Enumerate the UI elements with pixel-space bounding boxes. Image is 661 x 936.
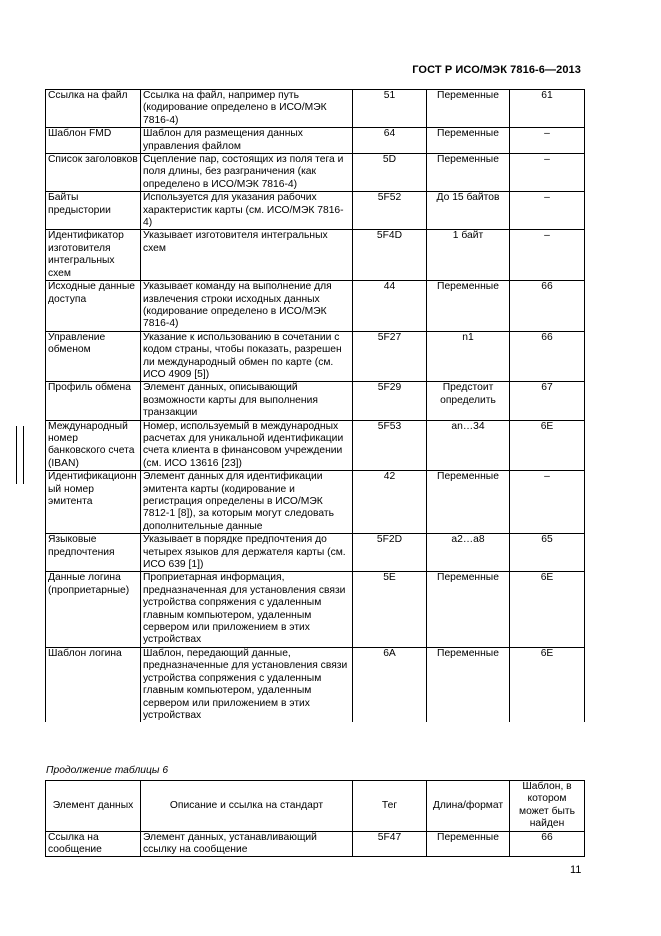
- cell-tag: 5F2D: [353, 534, 427, 572]
- cell-description: Сцепление пар, состоящих из поля тега и поля длины, без разграничения (как определено в ИСО/МЭК 7816-4): [141, 154, 353, 192]
- document-header: ГОСТ Р ИСО/МЭК 7816-6—2013: [412, 64, 581, 76]
- cell-template: 66: [510, 831, 585, 857]
- cell-template: –: [510, 471, 585, 534]
- cell-length: Переменные: [427, 281, 510, 332]
- cell-description: Шаблон для размещения данных управления файлом: [141, 128, 353, 154]
- cell-element: Список заголовков: [46, 154, 141, 192]
- cell-tag: 5E: [353, 572, 427, 647]
- cell-description: Ссылка на файл, например путь (кодирование определено в ИСО/МЭК 7816-4): [141, 90, 353, 128]
- data-elements-table-body: [46, 90, 585, 723]
- header-tag: Тег: [353, 781, 427, 832]
- table-row: [46, 331, 585, 382]
- cell-element: Исходные данные доступа: [46, 281, 141, 332]
- cell-element: Профиль обмена: [46, 382, 141, 420]
- cell-tag: 42: [353, 471, 427, 534]
- cell-tag: 44: [353, 281, 427, 332]
- table-row: [46, 90, 585, 128]
- cell-description: Элемент данных, описывающий возможности карты для выполнения транзакции: [141, 382, 353, 420]
- cell-length: Предстоит определить: [427, 382, 510, 420]
- cell-tag: 5F27: [353, 331, 427, 382]
- cell-tag: 5F47: [353, 831, 427, 857]
- cell-length: Переменные: [427, 154, 510, 192]
- cell-length: Переменные: [427, 831, 510, 857]
- cell-length: a2…a8: [427, 534, 510, 572]
- table-row: [46, 534, 585, 572]
- cell-length: Переменные: [427, 471, 510, 534]
- cell-description: Проприетарная информация, предназначенная для установления связи устройства сопряжения с удаленным главным компьютером, удаленным сервером или приложением в этих устройствах: [141, 572, 353, 647]
- cell-template: 61: [510, 90, 585, 128]
- revision-mark: [16, 426, 24, 484]
- data-elements-table: [45, 89, 585, 722]
- cell-description: Элемент данных для идентификации эмитента карты (кодирование и регистрация определены в ИСО/МЭК 7812-1 [8]), за которым могут следовать дополнительные данные: [141, 471, 353, 534]
- table-row: [46, 128, 585, 154]
- cell-template: 66: [510, 331, 585, 382]
- table-row: [46, 647, 585, 722]
- cell-template: –: [510, 128, 585, 154]
- cell-element: Идентификатор изготовителя интегральных схем: [46, 230, 141, 281]
- cell-tag: 5D: [353, 154, 427, 192]
- cell-element: Ссылка на файл: [46, 90, 141, 128]
- header-element: Элемент данных: [46, 781, 141, 832]
- table-row: [46, 420, 585, 471]
- cell-length: Переменные: [427, 90, 510, 128]
- cell-description: Указывает в порядке предпочтения до четырех языков для держателя карты (см. ИСО 639 [1]): [141, 534, 353, 572]
- header-description: Описание и ссылка на стандарт: [141, 781, 353, 832]
- cell-template: 65: [510, 534, 585, 572]
- table-row: [46, 154, 585, 192]
- cell-length: 1 байт: [427, 230, 510, 281]
- cell-element: Идентификационный номер эмитента: [46, 471, 141, 534]
- cell-description: Номер, используемый в международных расчетах для уникальной идентификации счета клиента в финансовом учреждении (см. ИСО 13616 [23]): [141, 420, 353, 471]
- cell-element: Управление обменом: [46, 331, 141, 382]
- cell-length: Переменные: [427, 572, 510, 647]
- cell-length: До 15 байтов: [427, 192, 510, 230]
- cell-tag: 5F53: [353, 420, 427, 471]
- cell-element: Шаблон FMD: [46, 128, 141, 154]
- cell-template: –: [510, 230, 585, 281]
- table-continuation-caption: Продолжение таблицы 6: [46, 765, 169, 776]
- cell-element: Байты предыстории: [46, 192, 141, 230]
- continuation-table-body: [46, 831, 585, 857]
- cell-tag: 5F52: [353, 192, 427, 230]
- cell-element: Ссылка на сообщение: [46, 831, 141, 857]
- cell-description: Указание к использованию в сочетании с кодом страны, чтобы показать, разрешен ли международный обмен по карте (см. ИСО 4909 [5]): [141, 331, 353, 382]
- cell-length: an…34: [427, 420, 510, 471]
- cell-element: Языковые предпочтения: [46, 534, 141, 572]
- table-row: [46, 281, 585, 332]
- cell-element: Международный номер банковского счета (IBAN): [46, 420, 141, 471]
- cell-tag: 6A: [353, 647, 427, 722]
- table-row: [46, 471, 585, 534]
- cell-template: 66: [510, 281, 585, 332]
- cell-description: Указывает команду на выполнение для извлечения строки исходных данных (кодирование определено в ИСО/МЭК 7816-4): [141, 281, 353, 332]
- continuation-table: [45, 780, 585, 857]
- table-header-row: [46, 781, 585, 832]
- cell-template: 67: [510, 382, 585, 420]
- cell-template: 6E: [510, 420, 585, 471]
- table-row: [46, 572, 585, 647]
- header-length: Длина/формат: [427, 781, 510, 832]
- cell-element: Данные логина (проприетарные): [46, 572, 141, 647]
- cell-template: 6E: [510, 572, 585, 647]
- table-row: [46, 192, 585, 230]
- table-row: [46, 230, 585, 281]
- cell-length: n1: [427, 331, 510, 382]
- table-row: [46, 831, 585, 857]
- cell-tag: 5F4D: [353, 230, 427, 281]
- page-number: 11: [570, 864, 582, 876]
- cell-template: –: [510, 192, 585, 230]
- cell-template: –: [510, 154, 585, 192]
- header-template: Шаблон, в котором может быть найден: [510, 781, 585, 832]
- cell-description: Используется для указания рабочих характеристик карты (см. ИСО/МЭК 7816-4): [141, 192, 353, 230]
- cell-tag: 51: [353, 90, 427, 128]
- cell-tag: 64: [353, 128, 427, 154]
- cell-length: Переменные: [427, 647, 510, 722]
- cell-tag: 5F29: [353, 382, 427, 420]
- cell-element: Шаблон логина: [46, 647, 141, 722]
- cell-description: Указывает изготовителя интегральных схем: [141, 230, 353, 281]
- table-row: [46, 382, 585, 420]
- cell-description: Элемент данных, устанавливающий ссылку на сообщение: [141, 831, 353, 857]
- cell-description: Шаблон, передающий данные, предназначенные для установления связи устройства сопряжения с удаленным главным компьютером, удаленным сервером или приложением в этих устройствах: [141, 647, 353, 722]
- cell-length: Переменные: [427, 128, 510, 154]
- cell-template: 6E: [510, 647, 585, 722]
